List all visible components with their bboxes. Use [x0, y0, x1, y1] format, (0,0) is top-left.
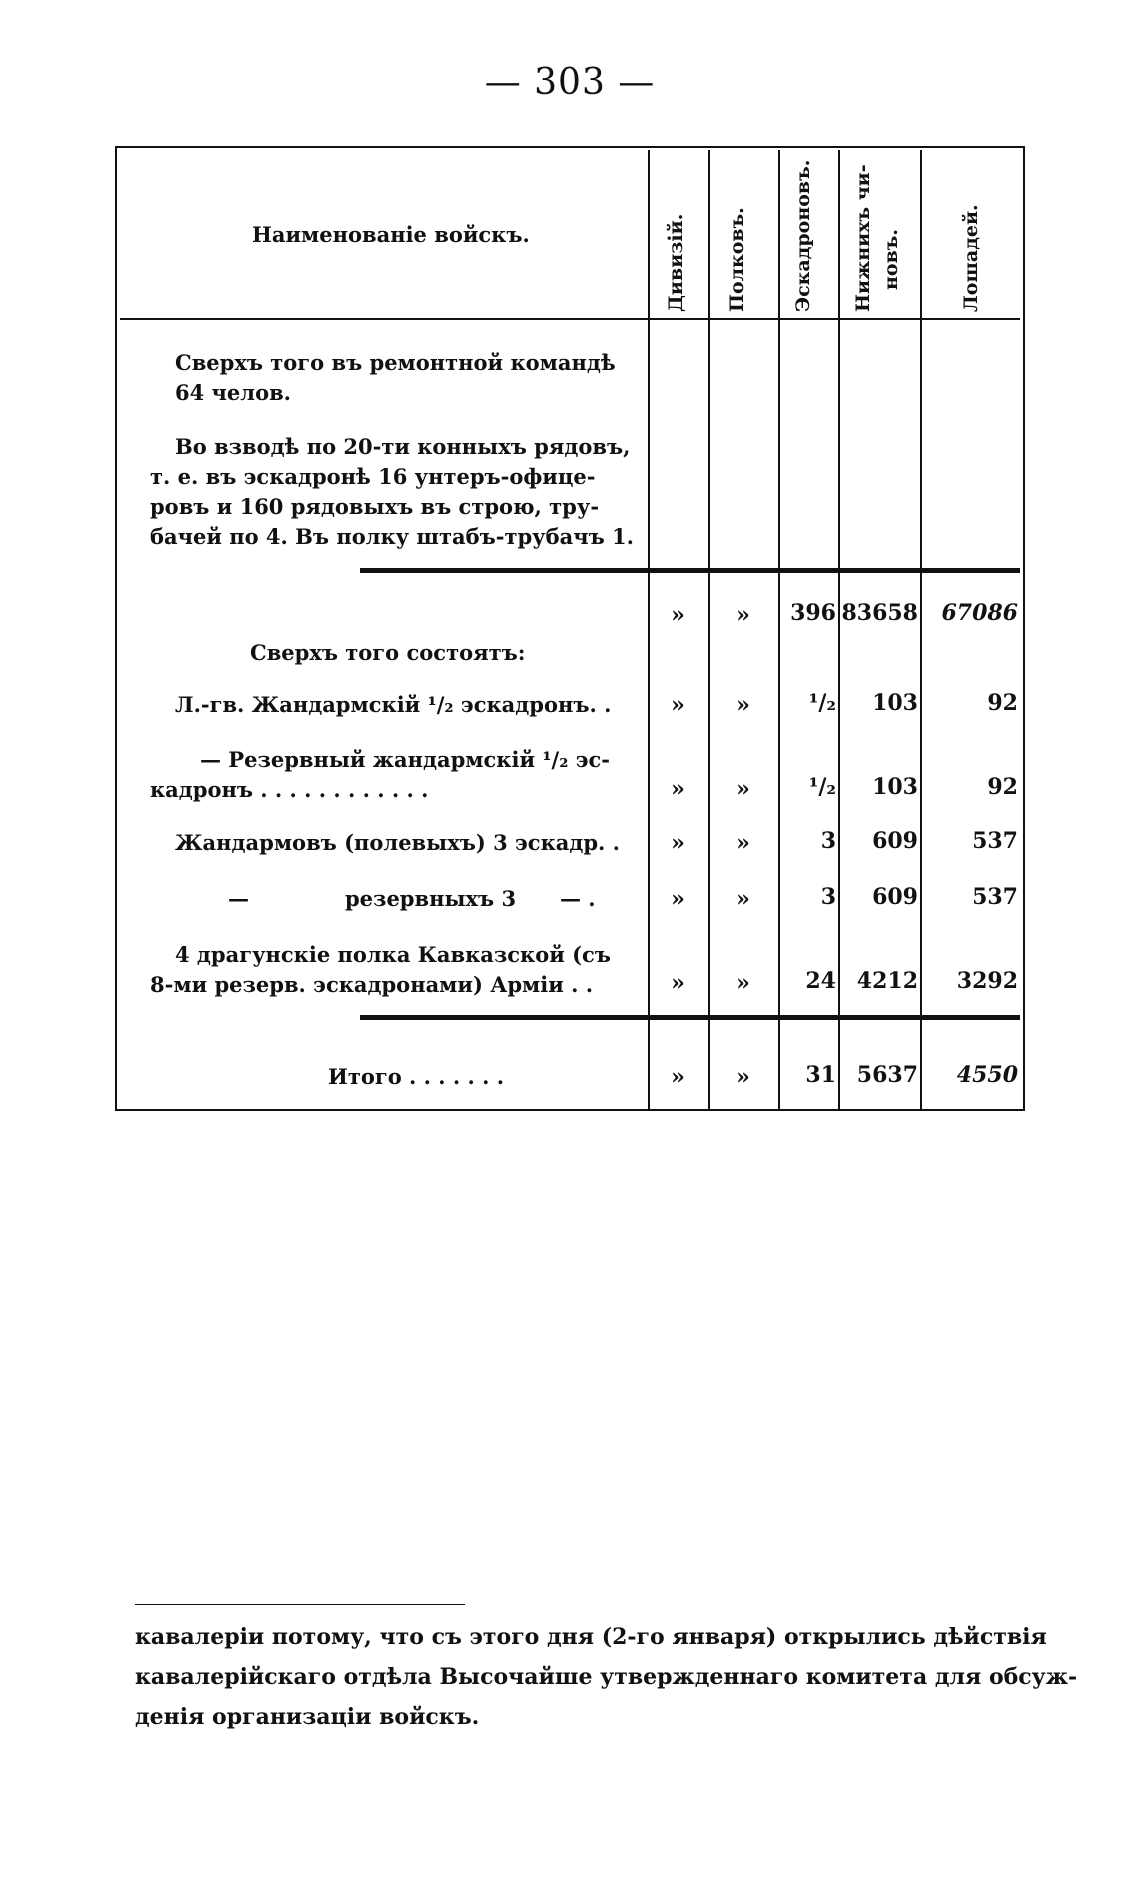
row3-lower: 609: [872, 828, 918, 854]
row4-label: резервныхъ 3: [345, 886, 517, 911]
subtotal-horses: 67086: [941, 600, 1018, 626]
row5-horses: 3292: [956, 968, 1018, 994]
row2-reg: »: [736, 776, 750, 802]
header-name: Наименованіе войскъ.: [252, 222, 530, 247]
total-rule: [360, 1015, 1020, 1020]
row2-label-1: — Резервный жандармскій ¹/₂ эс-: [200, 747, 611, 772]
note1-line2: 64 челов.: [175, 380, 291, 405]
col-lower-ranks: Нижнихъ чи-: [852, 164, 874, 312]
above-label: Сверхъ того состоятъ:: [250, 640, 526, 665]
row3-horses: 537: [972, 828, 1018, 854]
note2-line1: Во взводѣ по 20-ти конныхъ рядовъ,: [175, 434, 631, 459]
col-regiments: Полковъ.: [726, 207, 748, 312]
table-right-border: [1023, 146, 1025, 1111]
table-left-border: [115, 146, 117, 1111]
note2-line3: ровъ и 160 рядовыхъ въ строю, тру-: [150, 494, 600, 519]
row4-reg: »: [736, 886, 750, 912]
row1-lower: 103: [872, 690, 918, 716]
subtotal-lower: 83658: [841, 600, 918, 626]
row2-esc: ¹/₂: [808, 774, 836, 800]
total-lower: 5637: [856, 1062, 918, 1088]
total-div: »: [671, 1064, 685, 1090]
row5-esc: 24: [805, 968, 836, 994]
row4-dash2: — .: [560, 886, 596, 911]
row2-lower: 103: [872, 774, 918, 800]
subtotal-rule: [360, 568, 1020, 573]
row1-esc: ¹/₂: [808, 690, 836, 716]
row2-label-2: кадронъ . . . . . . . . . . . .: [150, 777, 429, 802]
footnote-line2: кавалерійскаго отдѣла Высочайше утвержденнаго комитета для обсуж-: [135, 1664, 1078, 1690]
row5-label-2: 8-ми резерв. эскадронами) Арміи . .: [150, 972, 594, 997]
row5-lower: 4212: [856, 968, 918, 994]
footnote-line1: кавалеріи потому, что съ этого дня (2-го января) открылись дѣйствія: [135, 1624, 1047, 1650]
row1-horses: 92: [987, 690, 1018, 716]
note1-line1: Сверхъ того въ ремонтной командѣ: [175, 350, 616, 375]
row3-reg: »: [736, 830, 750, 856]
table-top-border: [115, 146, 1025, 148]
row3-esc: 3: [820, 828, 836, 854]
footnote-rule: [135, 1604, 465, 1605]
subtotal-reg: »: [736, 602, 750, 628]
col-sep-2: [708, 150, 710, 1110]
row4-div: »: [671, 886, 685, 912]
row3-div: »: [671, 830, 685, 856]
subtotal-esc: 396: [790, 600, 836, 626]
col-sep-5: [920, 150, 922, 1110]
total-esc: 31: [805, 1062, 836, 1088]
row4-dash: —: [228, 886, 249, 911]
note2-line2: т. е. въ эскадронѣ 16 унтеръ-офице-: [150, 464, 596, 489]
col-lower-ranks-2: новъ.: [880, 229, 902, 290]
page-number: — 303 —: [484, 62, 656, 103]
row5-label-1: 4 драгунскіе полка Кавказской (съ: [175, 942, 611, 967]
row1-div: »: [671, 692, 685, 718]
footnote-line3: денія организаціи войскъ.: [135, 1704, 480, 1730]
total-horses: 4550: [956, 1062, 1018, 1088]
col-divisions: Дивизій.: [665, 213, 687, 312]
col-horses: Лошадей.: [960, 204, 982, 312]
table-bottom-border: [115, 1109, 1025, 1111]
note2-line4: бачей по 4. Въ полку штабъ-трубачъ 1.: [150, 524, 634, 549]
row5-div: »: [671, 970, 685, 996]
total-reg: »: [736, 1064, 750, 1090]
row4-esc: 3: [820, 884, 836, 910]
col-sep-4: [838, 150, 840, 1110]
row1-reg: »: [736, 692, 750, 718]
row3-label: Жандармовъ (полевыхъ) 3 эскадр. .: [175, 830, 620, 855]
col-squadrons: Эскадроновъ.: [792, 159, 814, 312]
row2-div: »: [671, 776, 685, 802]
row2-horses: 92: [987, 774, 1018, 800]
col-sep-3: [778, 150, 780, 1110]
row4-lower: 609: [872, 884, 918, 910]
subtotal-div: »: [671, 602, 685, 628]
total-label: Итого . . . . . . .: [328, 1064, 505, 1089]
col-sep-1: [648, 150, 650, 1110]
row1-label: Л.-гв. Жандармскій ¹/₂ эскадронъ. .: [175, 692, 612, 717]
header-divider: [120, 318, 1020, 320]
row5-reg: »: [736, 970, 750, 996]
row4-horses: 537: [972, 884, 1018, 910]
